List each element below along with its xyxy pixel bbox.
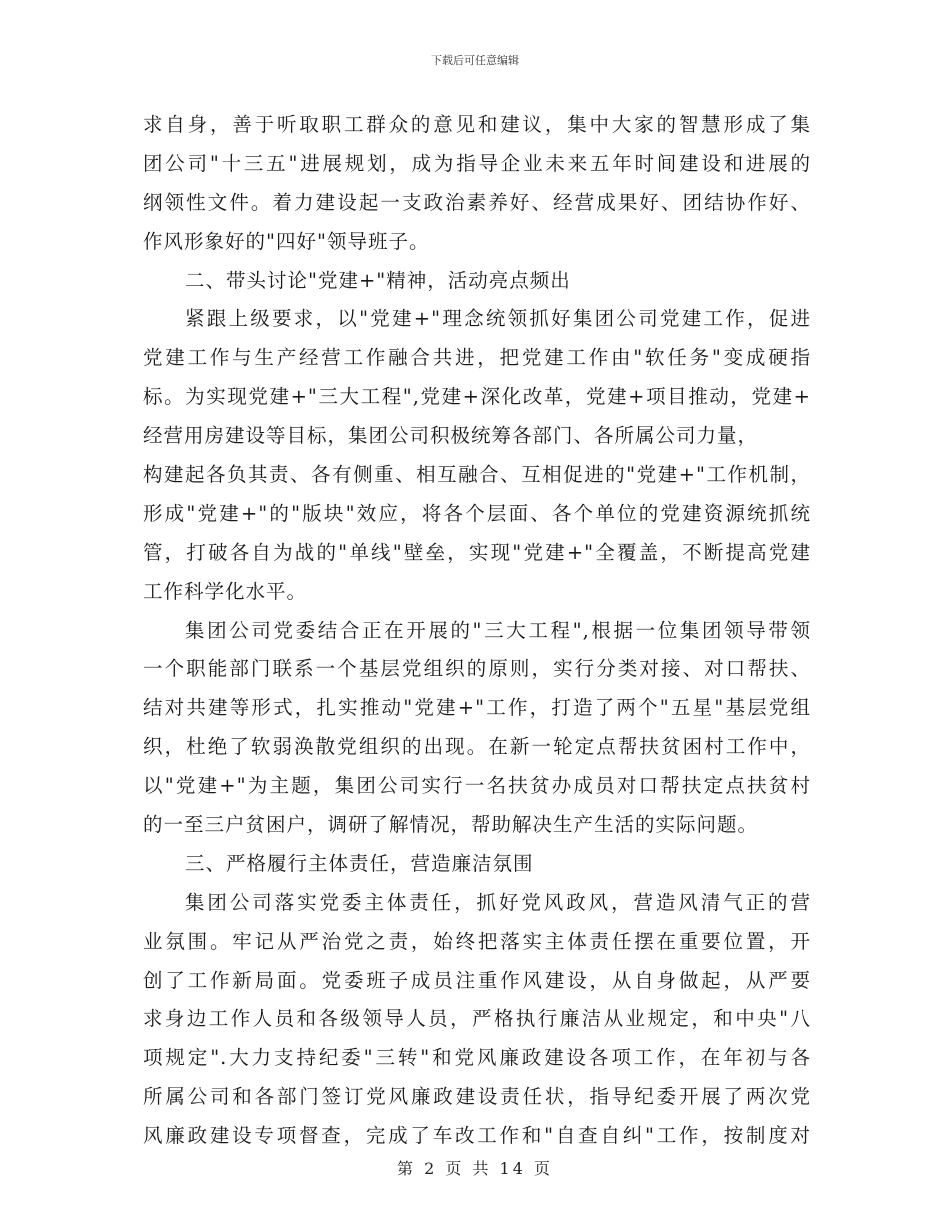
text-line: 管，打破各自为战的"单线"壁垒，实现"党建+"全覆盖，不断提高党建 (143, 540, 811, 564)
text-line: 结对共建等形式，扎实推动"党建+"工作，打造了两个"五星"基层党组 (143, 696, 811, 720)
text-line: 求身边工作人员和各级领导人员，严格执行廉洁从业规定，和中央"八 (143, 1007, 811, 1031)
text-line: 紧跟上级要求，以"党建+"理念统领抓好集团公司党建工作，促进 (185, 307, 811, 331)
section-heading: 三、严格履行主体责任，营造廉洁氛围 (185, 851, 534, 875)
text-line: 风廉政建设专项督查，完成了车改工作和"自查自纠"工作，按制度对 (143, 1124, 811, 1148)
section-heading: 二、带头讨论"党建+"精神，活动亮点频出 (185, 268, 571, 292)
text-line: 标。为实现党建+"三大工程",党建+深化改革，党建+项目推动，党建+ (143, 385, 811, 409)
text-line: 项规定".大力支持纪委"三转"和党风廉政建设各项工作，在年初与各 (143, 1046, 811, 1070)
text-line: 业氛围。牢记从严治党之责，始终把落实主体责任摆在重要位置，开 (143, 929, 811, 953)
text-line: 织，杜绝了软弱涣散党组织的出现。在新一轮定点帮扶贫困村工作中， (143, 735, 811, 759)
text-line: 所属公司和各部门签订党风廉政建设责任状，指导纪委开展了两次党 (143, 1085, 811, 1109)
text-line: 的一至三户贫困户，调研了解情况，帮助解决生产生活的实际问题。 (143, 813, 759, 837)
text-line: 工作科学化水平。 (143, 579, 308, 603)
text-line: 形成"党建+"的"版块"效应，将各个层面、各个单位的党建资源统抓统 (143, 501, 811, 525)
text-line: 求自身，善于听取职工群众的意见和建议，集中大家的智慧形成了集 (143, 113, 811, 136)
text-line: 创了工作新局面。党委班子成员注重作风建设，从自身做起，从严要 (143, 968, 811, 992)
page-footer: 第 2 页 共 14 页 (397, 1159, 553, 1178)
text-line: 以"党建+"为主题，集团公司实行一名扶贫办成员对口帮扶定点扶贫村 (143, 774, 811, 798)
text-line: 作风形象好的"四好"领导班子。 (143, 229, 430, 253)
text-line: 集团公司落实党委主体责任，抓好党风政风，营造风清气正的营 (185, 890, 811, 914)
text-line: 团公司"十三五"进展规划，成为指导企业未来五年时间建设和进展的 (143, 151, 811, 175)
text-line: 构建起各负其责、各有侧重、相互融合、互相促进的"党建+"工作机制， (143, 463, 811, 487)
text-line: 一个职能部门联系一个基层党组织的原则，实行分类对接、对口帮扶、 (143, 657, 811, 681)
text-line: 集团公司党委结合正在开展的"三大工程",根据一位集团领导带领 (185, 618, 811, 642)
document-body (143, 106, 811, 1156)
text-line: 经营用房建设等目标，集团公司积极统筹各部门、各所属公司力量， (143, 424, 759, 448)
text-line: 党建工作与生产经营工作融合共进，把党建工作由"软任务"变成硬指 (143, 346, 811, 370)
text-line: 纲领性文件。着力建设起一支政治素养好、经营成果好、团结协作好、 (143, 190, 811, 214)
page-header: 下载后可任意编辑 (431, 54, 519, 67)
